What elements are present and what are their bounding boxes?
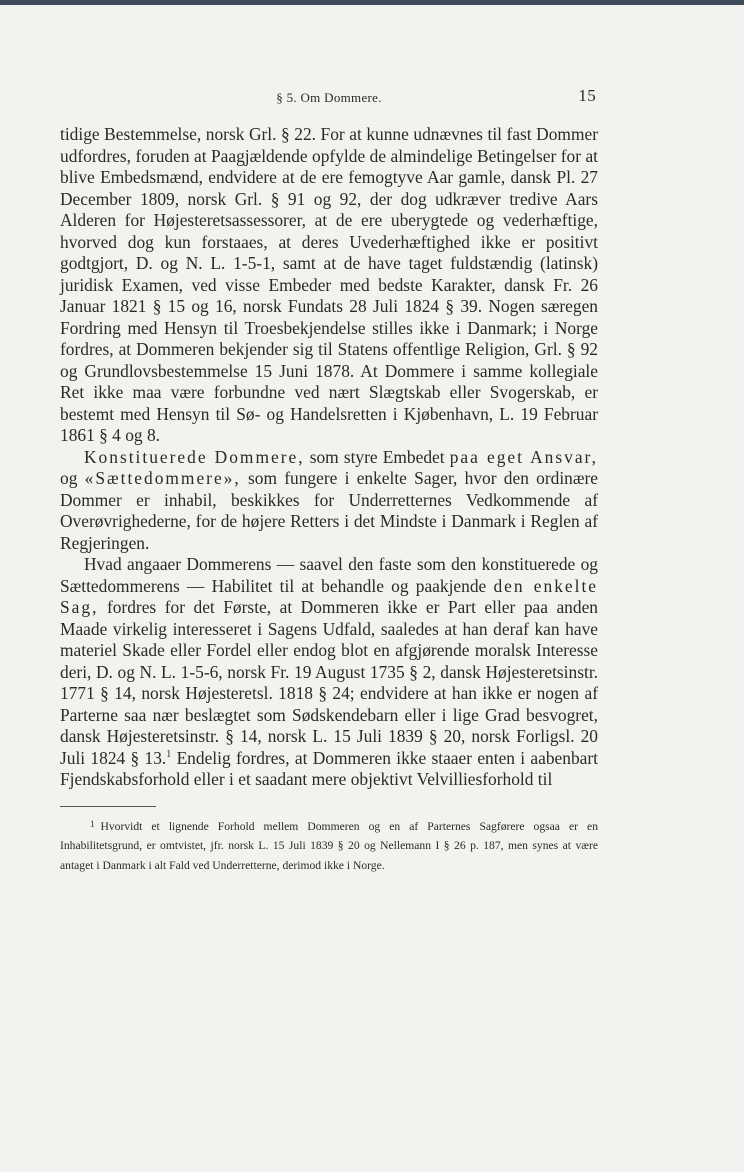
paragraph-2-text-a: som styre Embedet bbox=[304, 446, 450, 467]
top-edge-rule bbox=[0, 0, 744, 5]
paragraph-2-text-b: og bbox=[60, 468, 85, 488]
spaced-term-saettedommere: «Sættedommere», bbox=[84, 468, 241, 488]
paragraph-2-text-c: som fungere i enkelte Sager, hvor den ordinære Dommer er inhabil, beskikkes for Underretternes Vedkommende af Overøvrighederne, for de højere Retters i det Mindste i Danmark i Reglen af Regjeringen. bbox=[60, 468, 598, 553]
page-number: 15 bbox=[578, 86, 596, 105]
body-text bbox=[60, 124, 598, 791]
paragraph-4-text: Endelig fordres, at Dommeren ikke staaer enten i aabenbart Fjendskabsforhold eller i et saadant mere objektivt Velvilliesforhold til bbox=[60, 747, 598, 789]
paragraph-3 bbox=[60, 554, 598, 791]
footnote-mark: 1 bbox=[90, 818, 95, 829]
footnote-text: Hvorvidt et lignende Forhold mellem Dommeren og en af Parternes Sagførere ogsaa er en Inhabilitetsgrund, er omtvistet, jfr. norsk L. 15 Juli 1839 § 20 og Nellemann I § 26 p. 187, men synes at være antaget i Danmark i alt Fald ved Underretterne, derimod ikke i Norge. bbox=[60, 819, 598, 872]
spaced-term-paa-eget-ansvar: paa eget Ansvar, bbox=[449, 446, 598, 467]
book-page bbox=[60, 84, 598, 875]
paragraph-1 bbox=[60, 124, 598, 447]
running-head bbox=[60, 84, 598, 110]
footnote-reference: 1 bbox=[166, 748, 172, 760]
paragraph-1-text: tidige Bestemmelse, norsk Grl. § 22. For at kunne udnævnes til fast Dommer udfordres, foruden at Paagjældende opfylde de almindelige Betingelser for at blive Embedsmænd, endvidere at de ere femogtyve Aar gamle, dansk Pl. 27 December 1809, norsk Grl. § 91 og 92, der dog udkræver tredive Aars Alderen for Højesteretsassessorer, at de ere uberygtede og vederhæftige, hvorved dog kun forstaaes, at deres Uvederhæftighed ikke er positivt godtgjort, D. og N. L. 1-5-1, samt at de have taget fuldstændig (latinsk) juridisk Examen, ved visse Embeder med bedste Karakter, dansk Fr. 26 Januar 1821 § 15 og 16, norsk Fundats 28 Juli 1824 § 39. Nogen særegen Fordring med Hensyn til Troesbekjendelse stilles ikke i Danmark; i Norge fordres, at Dommeren bekjender sig til Statens offentlige Religion, Grl. § 92 og Grundlovsbestemmelse 15 Juni 1878. At Dommere i samme kollegiale Ret ikke maa være forbundne ved nært Slægtskab eller Svogerskab, er bestemt med Hensyn til Sø- og Handelsretten i Kjøbenhavn, L. 19 Februar 1861 § 4 og 8. bbox=[60, 124, 598, 445]
paragraph-3-text-b: fordres for det Første, at Dommeren ikke er Part eller paa anden Maade virkelig interesseret i Sagens Udfald, saaledes at han deraf kan have materiel Skade eller Fordel eller endog blot en afgjørende moralsk Interesse deri, D. og N. L. 1-5-6, norsk Fr. 19 August 1735 § 2, dansk Højesteretsinstr. 1771 § 14, norsk Højesteretsl. 1818 § 24; endvidere at han ikke er nogen af Parterne saa nær beslægtet som Sødskendebarn eller i lige Grad besvogret, dansk Højesteretsinstr. § 14, norsk L. 15 Juli 1839 § 20, norsk Forligsl. 20 Juli 1824 § 13. bbox=[60, 597, 598, 768]
spaced-term-den-enkelte-sag: den enkelte Sag, bbox=[60, 575, 598, 617]
running-title: § 5. Om Dommere. bbox=[276, 90, 382, 105]
paragraph-2 bbox=[60, 447, 598, 555]
paragraph-3-text-a: Hvad angaaer Dommerens — saavel den faste som den konstituerede og Sættedommerens — Habilitet til at behandle og paakjende bbox=[60, 554, 598, 596]
footnote bbox=[60, 815, 598, 876]
footnote-separator bbox=[60, 806, 156, 807]
spaced-term-konstituerede: Konstituerede Dommere, bbox=[84, 446, 305, 467]
